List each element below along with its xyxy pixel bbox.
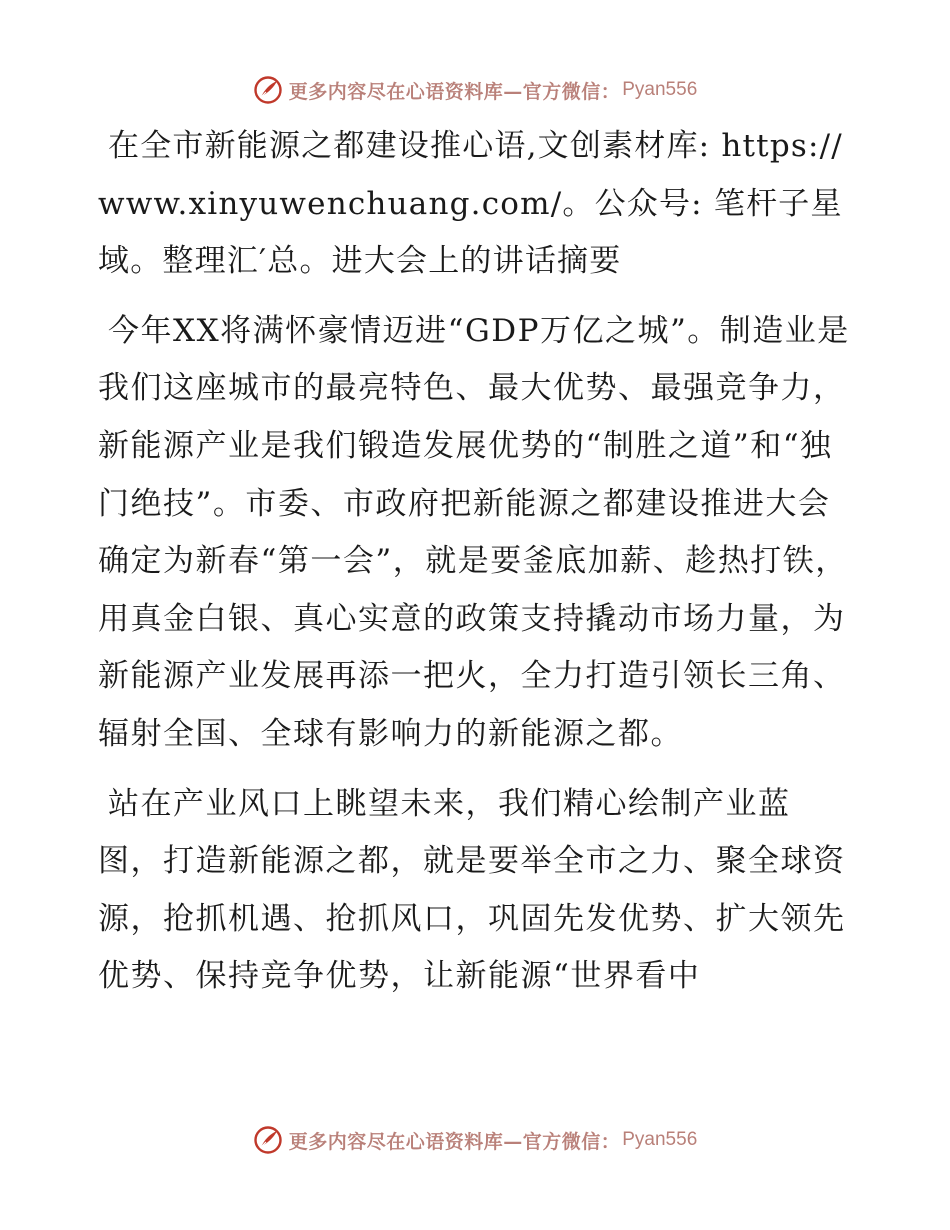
paragraph-1: 在全市新能源之都建设推心语,文创素材库: https://www.xinyuwenchuang.com/。公众号: 笔杆子星域。整理汇′总。进大会上的讲话摘要 [98, 128, 843, 280]
footer-banner [0, 1120, 950, 1160]
header-banner-label: 更多内容尽在心语资料库—官方微信： [288, 80, 621, 103]
footer-banner-contact: Pyan556 [622, 1129, 698, 1150]
paragraph-3: 站在产业风口上眺望未来，我们精心绘制产业蓝图，打造新能源之都，就是要举全市之力、聚全球资源，抢抓机遇、抢抓风口，巩固先发优势、扩大领先优势、保持竞争优势，让新能源“世界看中 [98, 785, 846, 995]
document-body [98, 118, 850, 1018]
footer-banner-label: 更多内容尽在心语资料库—官方微信： [288, 1130, 621, 1153]
quill-logo-icon [253, 1125, 283, 1155]
header-banner-contact: Pyan556 [622, 79, 698, 100]
header-banner [0, 70, 950, 110]
paragraph-2: 今年XX将满怀豪情迈进“GDP万亿之城”。制造业是我们这座城市的最亮特色、最大优势、最强竞争力，新能源产业是我们锻造发展优势的“制胜之道”和“独门绝技”。市委、市政府把新能源之都建设推进大会确定为新春“第一会”，就是要釜底加薪、趁热打铁，用真金白银、真心实意的政策支持撬动市场力量，为新能源产业发展再添一把火，全力打造引领长三角、辐射全国、全球有影响力的新能源之都。 [98, 312, 850, 752]
quill-logo-icon [253, 75, 283, 105]
